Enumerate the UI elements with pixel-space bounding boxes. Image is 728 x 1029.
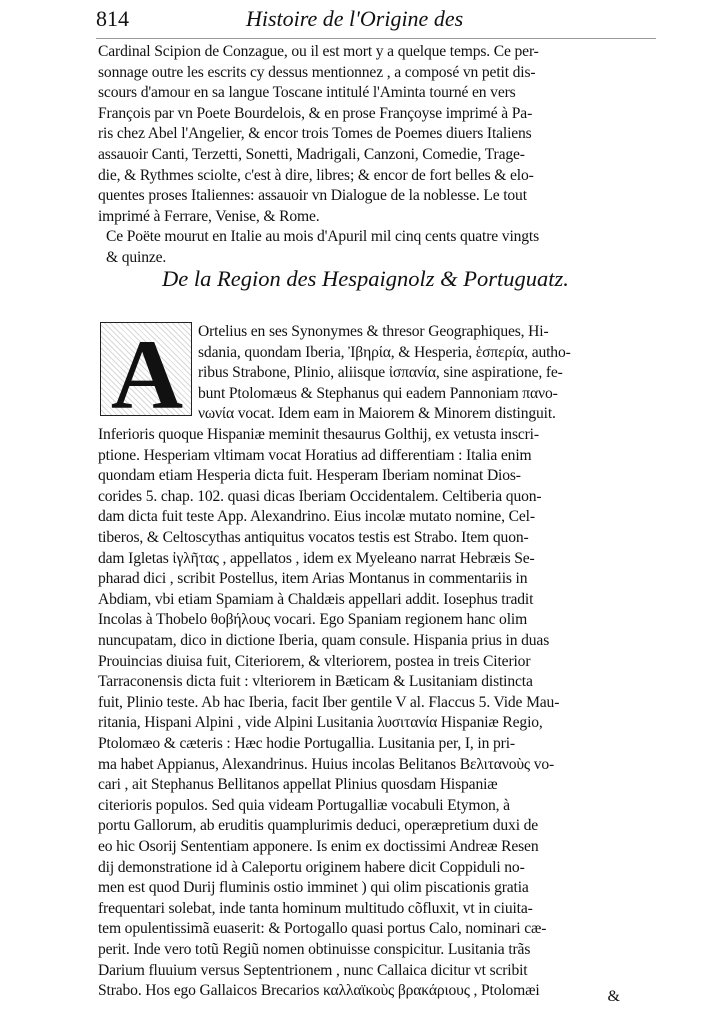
text-line: sonnage outre les escrits cy dessus mentionnez , a composé vn petit dis- — [98, 63, 536, 81]
text-line: sdania, quondam Iberia, Ἰβηρία, & Hesperia, ἑσπερία, autho- — [198, 343, 571, 361]
text-line: men est quod Durij fluminis ostio imminet ) qui olim piscationis gratia — [98, 879, 529, 897]
text-line: François par vn Poete Bourdelois, & en prose Françoyse imprimé à Pa- — [98, 104, 533, 122]
text-line: Strabo. Hos ego Gallaicos Brecarios καλλαϊκοὺς βρακάριους , Ptolomæi — [98, 982, 540, 1000]
text-line: Tarraconensis dicta fuit : vlteriorem in Bæticam & Lusitaniam distincta — [98, 673, 533, 691]
text-line: ribus Strabone, Plinio, aliisque ἰσπανία, sine aspiratione, fe- — [198, 364, 563, 382]
decorated-initial — [100, 322, 192, 416]
text-line: ma habet Appianus, Alexandrinus. Huius incolas Belitanos Βελιτανοὺς vo- — [98, 755, 555, 773]
text-line: fuit, Plinio teste. Ab hac Iberia, facit Iber gentile V al. Flaccus 5. Vide Mau- — [98, 693, 560, 711]
text-line: perit. Inde vero totũ Regiũ nomen obtinuisse conspicitur. Lusitania trãs — [98, 941, 531, 958]
text-line: assauoir Canti, Terzetti, Sonetti, Madrigali, Canzoni, Comedie, Trage- — [98, 146, 525, 163]
text-line: corides 5. chap. 102. quasi dicas Iberiam Occidentalem. Celtiberia quon- — [98, 487, 542, 505]
text-line: Incolas à Thobelo θοβήλους vocari. Ego Spaniam regionem hanc olim — [98, 611, 528, 629]
running-head — [96, 6, 656, 40]
initial-letter: A — [110, 322, 184, 416]
text-line: bunt Ptolomæus & Stephanus qui eadem Pannoniam πανο- — [198, 384, 558, 402]
page-number: 814 — [96, 6, 129, 31]
text-line: dij demonstratione id à Caleportu originem habere dicit Coppiduli no- — [98, 858, 525, 876]
text-line: Abdiam, vbi etiam Spamiam à Chaldæis appellari addit. Iosephus tradit — [98, 590, 534, 608]
text-line: ptione. Hesperiam vltimam vocat Horatius ad differentiam : Italia enim — [98, 446, 532, 464]
text-line: Inferioris quoque Hispaniæ meminit thesaurus Golthij, ex vetusta inscri- — [98, 426, 539, 443]
text-line: Ce Poëte mourut en Italie au mois d'Apuril mil cinq cents quatre vingts — [106, 228, 540, 246]
text-line: die, & Rythmes sciolte, c'est à dire, libres; & encor de fort belles & elo- — [98, 166, 534, 184]
text-line: citerioris populos. Sed quia videam Portugalliæ vocabuli Etymon, à — [98, 796, 510, 814]
text-line: dam dicta fuit teste App. Alexandrino. Eius incolæ mutato nomine, Cel- — [98, 508, 535, 526]
text-line: pharad dici , scribit Postellus, item Arias Montanus in commentariis in — [98, 570, 528, 588]
text-line: Darium fluuium versus Septentrionem , nunc Callaica dicitur vt scribit — [98, 961, 528, 979]
running-title: Histoire de l'Origine des — [246, 6, 464, 31]
text-line: cari , ait Stephanus Bellitanos appellat Plinius quosdam Hispaniæ — [98, 776, 498, 794]
text-line: frequentari solebat, inde tanta hominum multitudo cõfluxit, vt in ciuita- — [98, 899, 533, 917]
section-heading: De la Region des Hespaignolz & Portuguatz. — [162, 266, 569, 291]
text-line: dam Igletas ἰγλῆτας , appellatos , idem ex Myeleano narrat Hebræis Se- — [98, 549, 535, 567]
text-line: nuncupatam, dico in dictione Iberia, quam consule. Hispania prius in duas — [98, 632, 550, 649]
catchword: & — [607, 988, 620, 1005]
text-line: quentes proses Italiennes: assauoir vn Dialogue de la noblesse. Le tout — [98, 187, 527, 205]
text-line: ris chez Abel l'Angelier, & encor trois Tomes de Poemes diuers Italiens — [98, 125, 532, 143]
text-line: eo hic Osorij Sententiam apponere. Is enim ex doctissimi Andreæ Resen — [98, 838, 539, 855]
text-line: Prouincias diuisa fuit, Citeriorem, & vlteriorem, postea in treis Citerior — [98, 652, 531, 670]
text-line: Cardinal Scipion de Conzague, ou il est mort y a quelque temps. Ce per- — [98, 43, 539, 60]
text-line: quondam etiam Hesperia dicta fuit. Hesperam Iberiam nominat Dios- — [98, 467, 521, 485]
text-line: portu Gallorum, ab eruditis quamplurimis deduci, operæpretium duxi de — [98, 817, 539, 835]
text-line: ritania, Hispani Alpini , vide Alpini Lusitania λυσιτανία Hispaniæ Regio, — [98, 714, 543, 732]
text-line: Ortelius en ses Synonymes & thresor Geographiques, Hi- — [198, 323, 549, 340]
text-line: Ptolomæo & cæteris : Hæc hodie Portugallia. Lusitania per, I, in pri- — [98, 735, 515, 752]
text-line: scours d'amour en sa langue Toscane intitulé l'Aminta tourné en vers — [98, 84, 516, 102]
text-line: νωνία vocat. Idem eam in Maiorem & Minorem distinguit. — [198, 405, 556, 423]
text-line: imprimé à Ferrare, Venise, & Rome. — [98, 207, 320, 225]
text-line: tiberos, & Celtoscythas antiquitus vocatos testis est Strabo. Item quon- — [98, 529, 529, 546]
text-line: tem opulentissimã euaserit: & Portogallo quasi portus Calo, nominari cæ- — [98, 920, 547, 938]
head-rule — [96, 38, 656, 39]
text-line: & quinze. — [106, 249, 167, 266]
